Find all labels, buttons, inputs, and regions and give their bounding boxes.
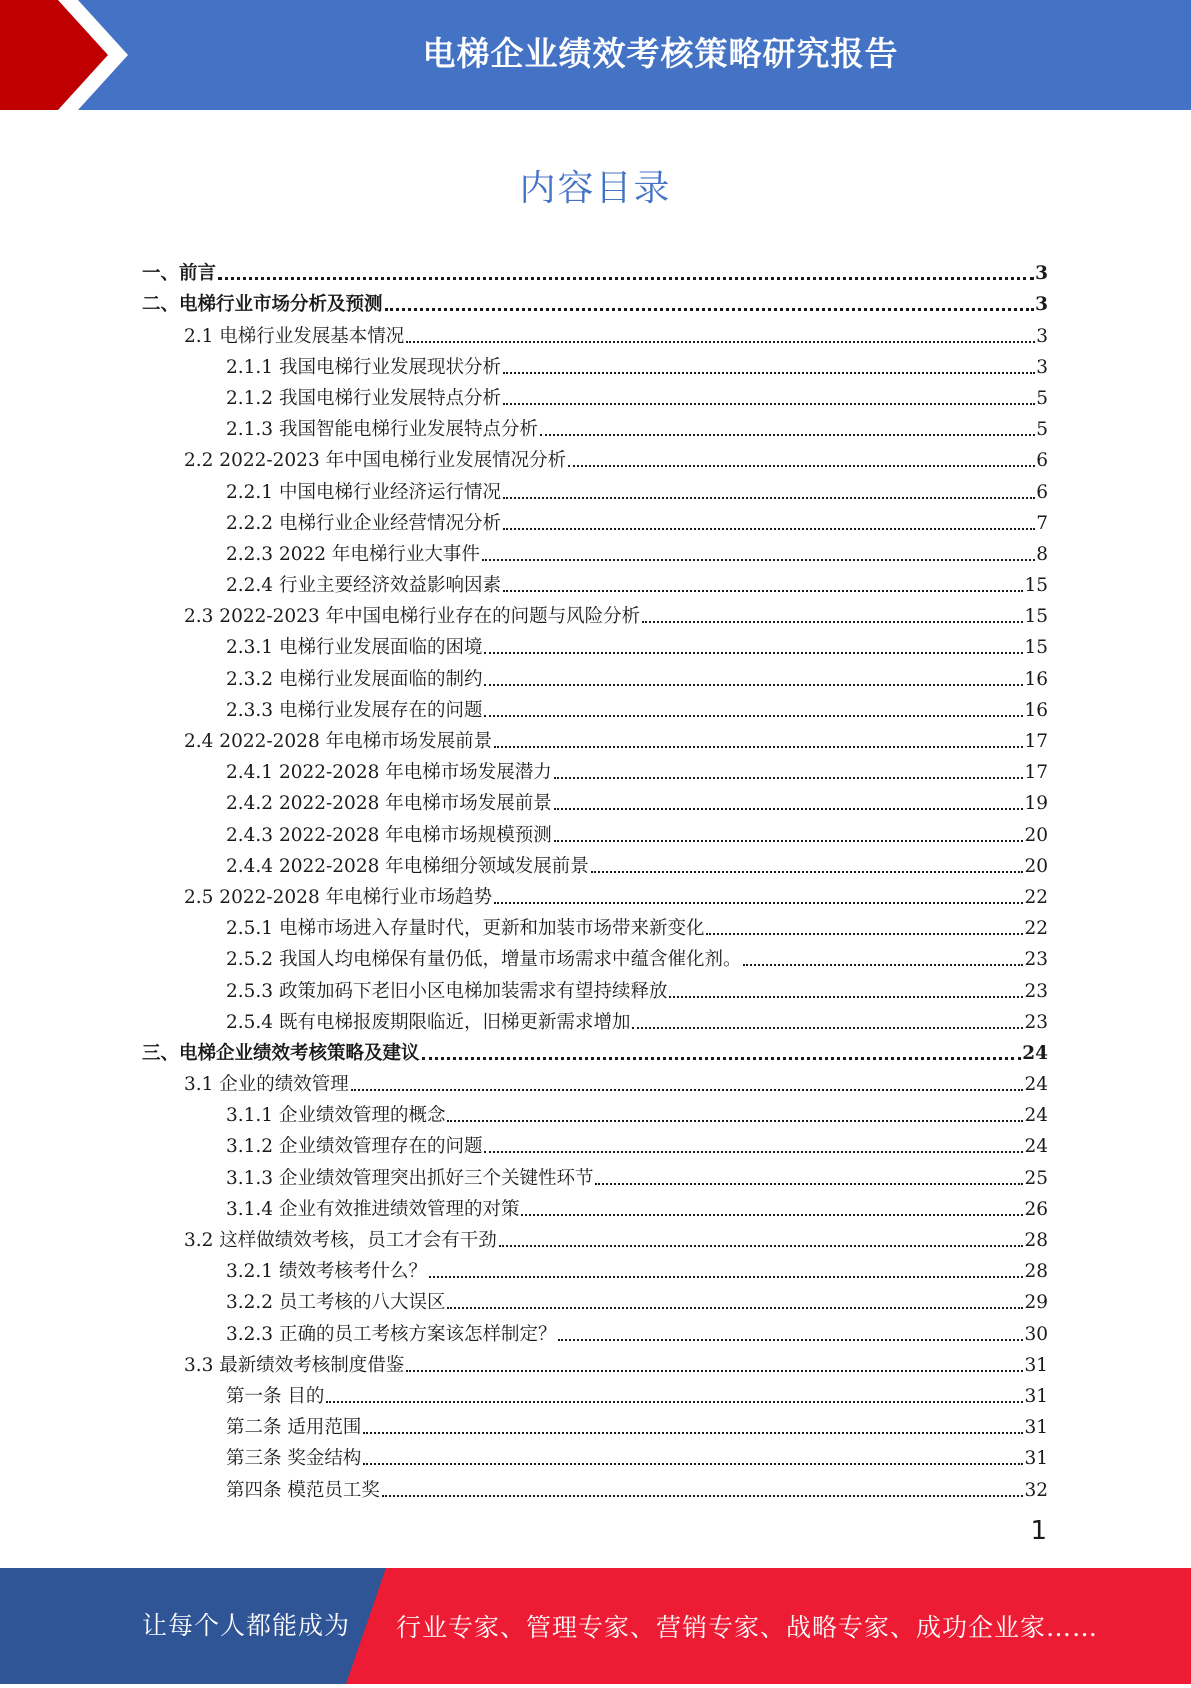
report-title: 电梯企业绩效考核策略研究报告 (422, 34, 899, 73)
dot-leader (484, 652, 1023, 654)
toc-entry-page: 19 (1024, 793, 1048, 815)
toc-entry[interactable] (184, 878, 1048, 909)
dot-leader (540, 434, 1035, 436)
dot-leader (406, 1370, 1023, 1372)
dot-leader (484, 684, 1023, 686)
toc-entry-title: 2.3.1 电梯行业发展面临的困境 (226, 637, 483, 659)
dot-leader (499, 1245, 1024, 1247)
toc-heading: 内容目录 (519, 168, 672, 209)
toc-entry-page: 23 (1024, 1011, 1048, 1033)
toc-entry[interactable] (226, 1252, 1048, 1283)
dot-leader (385, 308, 1035, 311)
dot-leader (363, 1463, 1023, 1465)
toc-entry-title: 2.4.4 2022-2028 年电梯细分领域发展前景 (226, 855, 589, 877)
toc-entry[interactable] (226, 847, 1048, 878)
toc-entry-page: 16 (1024, 668, 1048, 690)
dot-leader (554, 840, 1024, 842)
toc-entry-title: 3.2.1 绩效考核考什么？ (226, 1261, 427, 1283)
toc-entry-page: 24 (1024, 1136, 1048, 1158)
toc-entry[interactable] (226, 659, 1048, 690)
toc-entry-title: 3.1.2 企业绩效管理存在的问题 (226, 1136, 483, 1158)
toc-entry-title: 3.2.3 正确的员工考核方案该怎样制定？ (226, 1323, 557, 1345)
toc-entry-title: 2.3.2 电梯行业发展面临的制约 (226, 668, 483, 690)
dot-leader (382, 1495, 1024, 1497)
toc-entry-page: 31 (1024, 1417, 1048, 1439)
toc-entry-page: 15 (1024, 575, 1048, 597)
toc-entry-page: 22 (1024, 918, 1048, 940)
toc-entry-title: 2.1 电梯行业发展基本情况 (184, 325, 405, 347)
dot-leader (743, 964, 1023, 966)
toc-entry-page: 20 (1024, 824, 1048, 846)
toc-entry-title: 2.2 2022-2023 年中国电梯行业发展情况分析 (184, 450, 567, 472)
toc-entry[interactable] (226, 628, 1048, 659)
dot-leader (326, 1401, 1023, 1403)
toc-entry-title: 2.5.4 既有电梯报废期限临近，旧梯更新需求增加 (226, 1011, 631, 1033)
toc-entry-title: 一、前言 (142, 263, 217, 285)
toc-entry-title: 2.1.3 我国智能电梯行业发展特点分析 (226, 419, 538, 441)
toc-entry[interactable] (226, 1158, 1048, 1189)
toc-entry-title: 3.2.2 员工考核的八大误区 (226, 1292, 446, 1314)
toc-entry[interactable] (226, 379, 1048, 410)
arrow-chevron-icon (0, 0, 160, 110)
toc-entry-page: 8 (1036, 543, 1048, 565)
toc-entry-page: 28 (1024, 1261, 1048, 1283)
toc-entry-title: 第四条 模范员工奖 (226, 1479, 380, 1501)
dot-leader (363, 1432, 1023, 1434)
toc-entry[interactable] (226, 1377, 1048, 1408)
dot-leader (595, 1183, 1023, 1185)
toc-entry-page: 16 (1024, 699, 1048, 721)
dot-leader (568, 465, 1035, 467)
toc-entry-title: 3.1.3 企业绩效管理突出抓好三个关键性环节 (226, 1167, 594, 1189)
toc-entry-page: 32 (1024, 1479, 1048, 1501)
toc-entry[interactable] (226, 1470, 1048, 1501)
toc-entry-page: 23 (1024, 980, 1048, 1002)
toc-entry[interactable] (226, 909, 1048, 940)
dot-leader (642, 621, 1023, 623)
toc-entry-page: 28 (1024, 1230, 1048, 1251)
toc-entry-page: 29 (1024, 1292, 1048, 1314)
toc-entry[interactable] (226, 1314, 1048, 1345)
page-number: 1 (1030, 1516, 1047, 1546)
toc-entry[interactable] (226, 1096, 1048, 1127)
dot-leader (503, 497, 1035, 499)
dot-leader (482, 559, 1035, 561)
toc-entry[interactable] (226, 410, 1048, 441)
toc-entry-title: 2.4.2 2022-2028 年电梯市场发展前景 (226, 793, 552, 815)
toc-entry[interactable] (226, 1190, 1048, 1221)
footer-slogan-left: 让每个人都能成为 (142, 1611, 351, 1640)
toc-entry-page: 24 (1024, 1074, 1048, 1096)
toc-entry-page: 6 (1036, 481, 1048, 503)
toc-entry[interactable] (184, 1221, 1048, 1252)
toc-entry-title: 2.5 2022-2028 年电梯行业市场趋势 (184, 886, 493, 908)
dot-leader (632, 1027, 1023, 1029)
dot-leader (503, 403, 1035, 405)
toc-entry-title: 2.4.3 2022-2028 年电梯市场规模预测 (226, 824, 552, 846)
dot-leader (503, 590, 1023, 592)
toc-entry-page: 31 (1024, 1354, 1048, 1376)
dot-leader (429, 1276, 1023, 1278)
toc-entry-title: 3.1 企业的绩效管理 (184, 1074, 349, 1096)
toc-entry[interactable] (142, 1034, 1048, 1065)
toc-entry[interactable] (226, 1283, 1048, 1314)
toc-entry-title: 3.1.1 企业绩效管理的概念 (226, 1105, 446, 1127)
dot-leader (503, 372, 1035, 374)
toc-entry[interactable] (184, 722, 1048, 753)
toc-entry-page: 31 (1024, 1448, 1048, 1470)
dot-leader (554, 777, 1024, 779)
dot-leader (447, 1120, 1023, 1122)
toc-entry[interactable] (142, 254, 1048, 285)
dot-leader (503, 528, 1035, 530)
toc-entry-title: 2.1.1 我国电梯行业发展现状分析 (226, 356, 501, 378)
toc-entry-title: 2.5.1 电梯市场进入存量时代，更新和加装市场带来新变化 (226, 918, 705, 940)
toc-entry-title: 2.4 2022-2028 年电梯市场发展前景 (184, 731, 493, 752)
toc-entry-title: 2.2.1 中国电梯行业经济运行情况 (226, 481, 501, 503)
toc-entry[interactable] (184, 1065, 1048, 1096)
toc-entry[interactable] (226, 784, 1048, 815)
toc-entry[interactable] (184, 1346, 1048, 1377)
toc-entry-page: 7 (1036, 512, 1048, 534)
toc-entry-page: 6 (1036, 450, 1048, 472)
toc-entry-title: 2.2.2 电梯行业企业经营情况分析 (226, 512, 501, 534)
toc-entry-page: 5 (1036, 387, 1048, 409)
toc-entry[interactable] (226, 1408, 1048, 1439)
toc-entry[interactable] (184, 441, 1048, 472)
footer-slogan-right: 行业专家、管理专家、营销专家、战略专家、成功企业家…… (396, 1613, 1099, 1642)
toc-entry-title: 第一条 目的 (226, 1385, 325, 1407)
toc-entry-title: 三、电梯企业绩效考核策略及建议 (142, 1042, 420, 1064)
toc-entry-page: 24 (1022, 1042, 1048, 1064)
toc-entry-title: 二、电梯行业市场分析及预测 (142, 294, 383, 316)
toc-entry-page: 24 (1024, 1105, 1048, 1127)
dot-leader (351, 1089, 1024, 1091)
toc-entry[interactable] (226, 535, 1048, 566)
toc-entry-title: 2.2.3 2022 年电梯行业大事件 (226, 543, 480, 565)
dot-leader (484, 1151, 1023, 1153)
dot-leader (558, 1339, 1023, 1341)
toc-entry[interactable] (142, 285, 1048, 316)
dot-leader (494, 902, 1023, 904)
dot-leader (218, 277, 1034, 280)
toc-entry-page: 26 (1024, 1198, 1048, 1220)
toc-entry-title: 2.5.2 我国人均电梯保有量仍低，增量市场需求中蕴含催化剂。 (226, 949, 742, 971)
dot-leader (484, 715, 1023, 717)
toc-entry-page: 3 (1036, 356, 1048, 378)
toc-entry[interactable] (184, 597, 1048, 628)
toc-entry-page: 31 (1024, 1385, 1048, 1407)
toc-entry-title: 2.1.2 我国电梯行业发展特点分析 (226, 387, 501, 409)
toc-entry[interactable] (226, 348, 1048, 379)
toc-entry-title: 2.5.3 政策加码下老旧小区电梯加装需求有望持续释放 (226, 980, 668, 1002)
dot-leader (406, 341, 1035, 343)
toc-entry[interactable] (226, 691, 1048, 722)
toc-entry-title: 第三条 奖金结构 (226, 1448, 362, 1470)
dot-leader (521, 1214, 1023, 1216)
toc-entry-title: 2.2.4 行业主要经济效益影响因素 (226, 575, 501, 597)
toc-entry[interactable] (226, 504, 1048, 535)
dot-leader (669, 996, 1023, 998)
footer-banner (0, 1568, 1191, 1684)
header-banner (0, 0, 1191, 110)
toc-entry[interactable] (226, 753, 1048, 784)
toc-entry-title: 3.1.4 企业有效推进绩效管理的对策 (226, 1198, 520, 1220)
toc-entry-title: 3.3 最新绩效考核制度借鉴 (184, 1354, 405, 1376)
dot-leader (422, 1057, 1022, 1060)
toc-entry-title: 2.4.1 2022-2028 年电梯市场发展潜力 (226, 762, 552, 784)
toc-entry[interactable] (226, 1439, 1048, 1470)
toc-entry[interactable] (226, 1003, 1048, 1034)
toc-entry-page: 17 (1024, 762, 1048, 784)
toc-entry[interactable] (226, 940, 1048, 971)
toc-entry[interactable] (226, 1127, 1048, 1158)
toc-entry[interactable] (226, 566, 1048, 597)
dot-leader (591, 871, 1024, 873)
dot-leader (494, 746, 1023, 748)
toc-entry[interactable] (184, 316, 1048, 347)
toc-entry-page: 22 (1024, 886, 1048, 908)
toc-entry[interactable] (226, 472, 1048, 503)
toc-entry-page: 15 (1024, 606, 1048, 628)
toc-entry-title: 第二条 适用范围 (226, 1417, 362, 1439)
toc-entry-page: 3 (1036, 325, 1048, 347)
dot-leader (554, 808, 1024, 810)
toc-entry-page: 15 (1024, 637, 1048, 659)
toc-entry-page: 25 (1024, 1167, 1048, 1189)
toc-entry[interactable] (226, 971, 1048, 1002)
toc-entry-page: 3 (1035, 263, 1048, 285)
toc-entry[interactable] (226, 815, 1048, 846)
toc-entry-title: 3.2 这样做绩效考核，员工才会有干劲 (184, 1230, 497, 1251)
toc-entry-title: 2.3 2022-2023 年中国电梯行业存在的问题与风险分析 (184, 606, 641, 628)
toc-entry-page: 3 (1035, 294, 1048, 316)
dot-leader (447, 1307, 1023, 1309)
table-of-contents (0, 254, 1191, 1502)
toc-entry-title: 2.3.3 电梯行业发展存在的问题 (226, 699, 483, 721)
toc-entry-page: 20 (1024, 855, 1048, 877)
dot-leader (706, 933, 1023, 935)
toc-entry-page: 30 (1024, 1323, 1048, 1345)
toc-entry-page: 17 (1024, 731, 1048, 752)
toc-entry-page: 23 (1024, 949, 1048, 971)
toc-entry-page: 5 (1036, 419, 1048, 441)
